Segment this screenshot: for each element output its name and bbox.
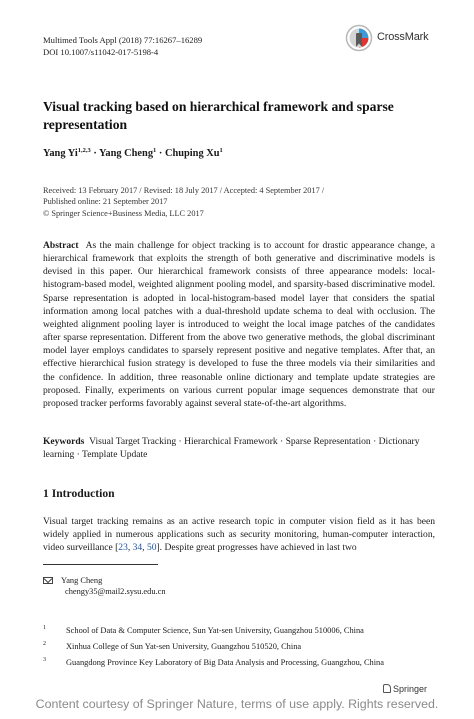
journal-header	[43, 34, 202, 58]
publisher-logo	[383, 684, 427, 694]
affiliation-text: Xinhua College of Sun Yat-sen University, Guangzhou 510520, China	[66, 642, 302, 651]
intro-paragraph	[43, 515, 435, 554]
author-name: Yang Yi	[43, 148, 78, 159]
affiliation	[43, 625, 364, 636]
intro-text: Visual target tracking remains as an active research topic in computer vision field as it has been widely applied in numerous applications such as security monitoring, human-computer interaction, video surveillance [	[43, 516, 435, 554]
citation-link[interactable]: 34	[132, 542, 143, 554]
author-separator: ·	[156, 148, 165, 159]
affiliation-number: 2	[43, 641, 46, 647]
keywords-label: Keywords	[43, 436, 85, 447]
copyright-notice: © Springer Science+Business Media, LLC 2017	[43, 208, 204, 218]
citation-link[interactable]: 23	[118, 542, 128, 554]
author-affiliation-marker: 1	[219, 147, 223, 154]
affiliation-number: 3	[43, 657, 46, 663]
citation-separator: ,	[142, 542, 147, 554]
keywords	[43, 435, 435, 461]
doi[interactable]: DOI 10.1007/s11042-017-5198-4	[43, 47, 159, 57]
corresponding-author	[43, 575, 166, 598]
author-name: Yang Cheng	[99, 148, 154, 159]
contact-email[interactable]: chengy35@mail2.sysu.edu.cn	[65, 587, 166, 597]
author-affiliation-marker: 1	[153, 147, 157, 154]
crossmark-label: CrossMark	[377, 31, 429, 43]
citation-link[interactable]: 50	[146, 542, 157, 554]
intro-text: ]. Despite great progresses have achieved in last two	[156, 542, 357, 554]
history-published: Published online: 21 September 2017	[43, 197, 168, 207]
affiliation-text: School of Data & Computer Science, Sun Yat-sen University, Guangzhou 510006, China	[66, 626, 364, 635]
author-affiliation-marker: 1,2,3	[77, 147, 91, 154]
publisher-label: Springer	[393, 684, 428, 694]
author-list	[43, 148, 223, 159]
crossmark-icon	[345, 24, 373, 52]
author-separator: ·	[90, 148, 100, 159]
citation-separator: ,	[127, 542, 133, 554]
affiliation	[43, 641, 301, 652]
crossmark-badge[interactable]	[345, 24, 435, 52]
springer-horse-icon	[383, 684, 391, 693]
abstract-text: As the main challenge for object tracking is to account for drastic appearance change, a hierarchical framework that exploits the strength of both generative and discriminative models is devised in this paper. Our hierarchical framework consists of three appearance models: local-histogram-based model, weighted alignment pooling model, and sparsity-based discriminative model. Sparse representation is adopted in local-histogram-based model layer that considers the spatial information among local patches with a dual-threshold update schema to deal with occlusion. The weighted alignment pooling layer is introduced to weight the local image patches of the candidates after sparse representation. Different from the above two generative methods, the global discriminant model layer employs candidates to sparsely represent positive and negative templates. After that, an effective hierarchical fusion strategy is developed to fuse the three models via their similarities and the confidence. In addition, three reasonable online dictionary and template update strategies are proposed. Finally, experiments on various current popular image sequences demonstrate that our proposed tracker performs favorably against several state-of-the-art algorithms.	[43, 240, 435, 409]
affiliation-number: 1	[43, 625, 46, 631]
abstract	[43, 239, 435, 410]
journal-citation: Multimed Tools Appl (2018) 77:16267–16289	[43, 35, 203, 45]
affiliation-text: Guangdong Province Key Laboratory of Big Data Analysis and Processing, Guangzhou, China	[66, 658, 384, 667]
envelope-icon	[43, 577, 53, 584]
copyright-watermark: Content courtesy of Springer Nature, terms of use apply. Rights reserved.	[35, 697, 439, 711]
section-heading: 1 Introduction	[43, 487, 115, 500]
keywords-text: Visual Target Tracking · Hierarchical Framework · Sparse Representation · Dictionary learning · Template Update	[43, 436, 420, 461]
paper-title: Visual tracking based on hierarchical framework and sparse representation	[43, 99, 394, 132]
contact-name: Yang Cheng	[61, 576, 103, 585]
publication-history	[43, 185, 443, 219]
abstract-label: Abstract	[43, 240, 79, 251]
footnote-divider	[43, 564, 158, 565]
affiliation	[43, 657, 384, 668]
history-dates: Received: 13 February 2017 / Revised: 18 July 2017 / Accepted: 4 September 2017 /	[43, 186, 325, 195]
author-name: Chuping Xu	[164, 148, 220, 159]
